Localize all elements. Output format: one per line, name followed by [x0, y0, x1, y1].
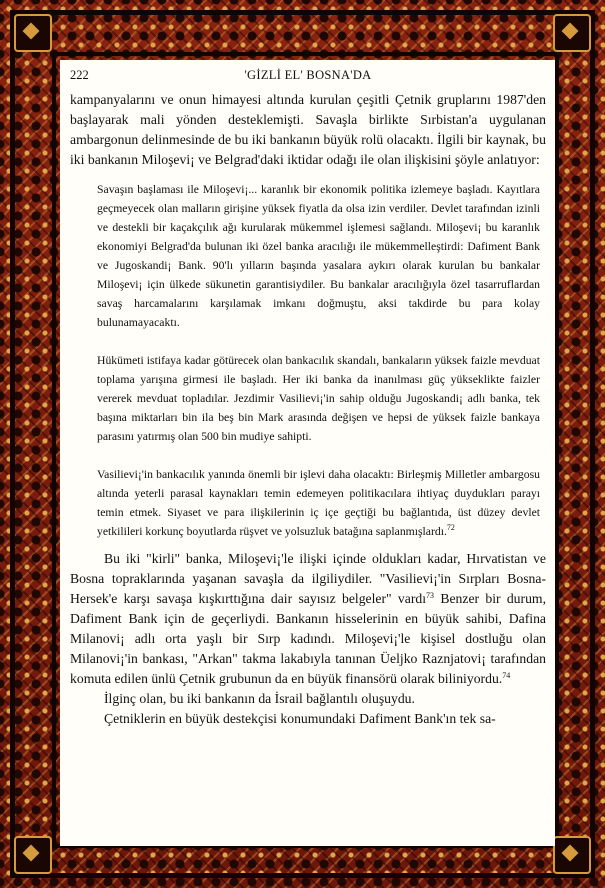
border-rail [52, 52, 557, 56]
body-paragraph: İlginç olan, bu iki bankanın da İsrail bağlantılı oluşuydu. [104, 691, 415, 706]
quote-paragraph: Savaşın başlaması ile Miloşevi¡... karanlık bir ekonomik politika izlemeye başladı. Kayıtlara geçmeyecek olan malların girişine yüksek fiyatla da olsa izin verdiler. Devlet tarafından izinli ve destekli bir kaçakçılık ağı kurularak mükemmel işlemesi sağlandı. Miloşevi¡ bu karanlık ekonomiyi Belgrad'da bulunan iki özel banka aracılığı ile mükemmelleştirdi: Dafiment Bank ve Jugoskandi¡ Bank. 90'lı yılların başında yasalara aykırı olarak kurulan bu bankalar Miloşevi¡ için ülkede sükunetin garantisiydiler. Bu bankalar aracılığıyla özel tasarruflardan savaş harcamalarını karşılamak imkanı doğmuştu, aksi takdirde bu para kolay bulunamayacaktı. [97, 183, 540, 329]
corner-ornament [553, 14, 591, 52]
book-page [60, 60, 555, 846]
intro-paragraph: kampanyalarını ve onun himayesi altında kurulan çeşitli Çetnik gruplarını 1987'den başlayarak mali yönden desteklemişti. Savaşla birlikte Sırbistan'a uygulanan ambargonun delinmesinde de bu iki bankanın büyük rolü olacaktı. İlgili bir kaynak, bu iki bankanın Miloşevi¡ ve Belgrad'daki iktidar odağı ile olan ilişkisini şöyle anlatıyor: [70, 92, 546, 167]
corner-ornament [553, 836, 591, 874]
border-rail [555, 55, 559, 845]
border-rail [10, 10, 15, 878]
main-text [70, 90, 546, 170]
body-paragraph: Çetniklerin en büyük destekçisi konumundaki Dafiment Bank'ın tek sa- [104, 711, 496, 726]
running-title: 'GİZLİ EL' BOSNA'DA [244, 68, 372, 82]
quote-paragraph: Vasilievi¡'in bankacılık yanında önemli bir işlevi daha olacaktı: Birleşmiş Milletler ambargosu altında yeterli parasal kaynakları temin edemeyen politikacılara ihtiyaç duydukları parayı temin etmek. Siyaset ve para ilişkilerinin iç içe geçtiği bu bağlantıda, üst düzey devlet yetkilileri korkunç boyutlarda rüşvet ve yolsuzluk batağına saplanmışlardı.$^{72}$ [97, 468, 540, 538]
main-text [70, 549, 546, 729]
corner-ornament [14, 14, 52, 52]
border-rail [10, 10, 595, 15]
page-header [70, 66, 546, 90]
body-paragraph: Bu iki "kirli" banka, Miloşevi¡'le ilişki içinde oldukları kadar, Hırvatistan ve Bosna topraklarında yaşanan savaşla da ilgiliydiler. "Vasilievi¡'in Sırpları Bosna-Hersek'e karşı savaşa kışkırttığına dair sayısız belgeler" vardı$^{73}$ Benzer bir durum, Dafiment Bank için de geçerliydi. Bankanın hisselerinin en büyük sahibi, Dafina Milanovi¡ adlı orta yaşlı bir Sırp kadındı. Miloşevi¡'le kişisel dostluğu olan Milanovi¡'in bankası, "Arkan" takma lakabıyla tanınan Üeljko Raznjatovi¡ tarafından komuta edilen ünlü Çetnik grubunun da en büyük finansörü olarak biliniyordu.$^{74}$ [70, 551, 546, 686]
border-rail [590, 10, 595, 878]
page-number: 222 [70, 68, 89, 82]
quote-paragraph: Hükümeti istifaya kadar götürecek olan bankacılık skandalı, bankaların yüksek faizle mevduat toplama yarışına girmesi ile başladı. Her iki banka da inanılması güç yükseklikte faizler vererek mevduat topladılar. Jezdimir Vasilievi¡'in sahip olduğu Jugoskandi¡ adlı banka, tek başına miktarları bin ila beş bin Mark arasında değişen ve hepsi de yüksek faizle bankaya parasını yatırmış olan 500 bin mudiye sahipti. [97, 354, 540, 443]
corner-ornament [14, 836, 52, 874]
footnote-ref[interactable]: 74 [502, 671, 511, 680]
footnote-ref[interactable]: 73 [426, 591, 435, 600]
footnote-ref[interactable]: 72 [446, 523, 455, 532]
block-quote [97, 180, 540, 541]
border-rail [10, 873, 595, 878]
border-rail [52, 55, 56, 845]
